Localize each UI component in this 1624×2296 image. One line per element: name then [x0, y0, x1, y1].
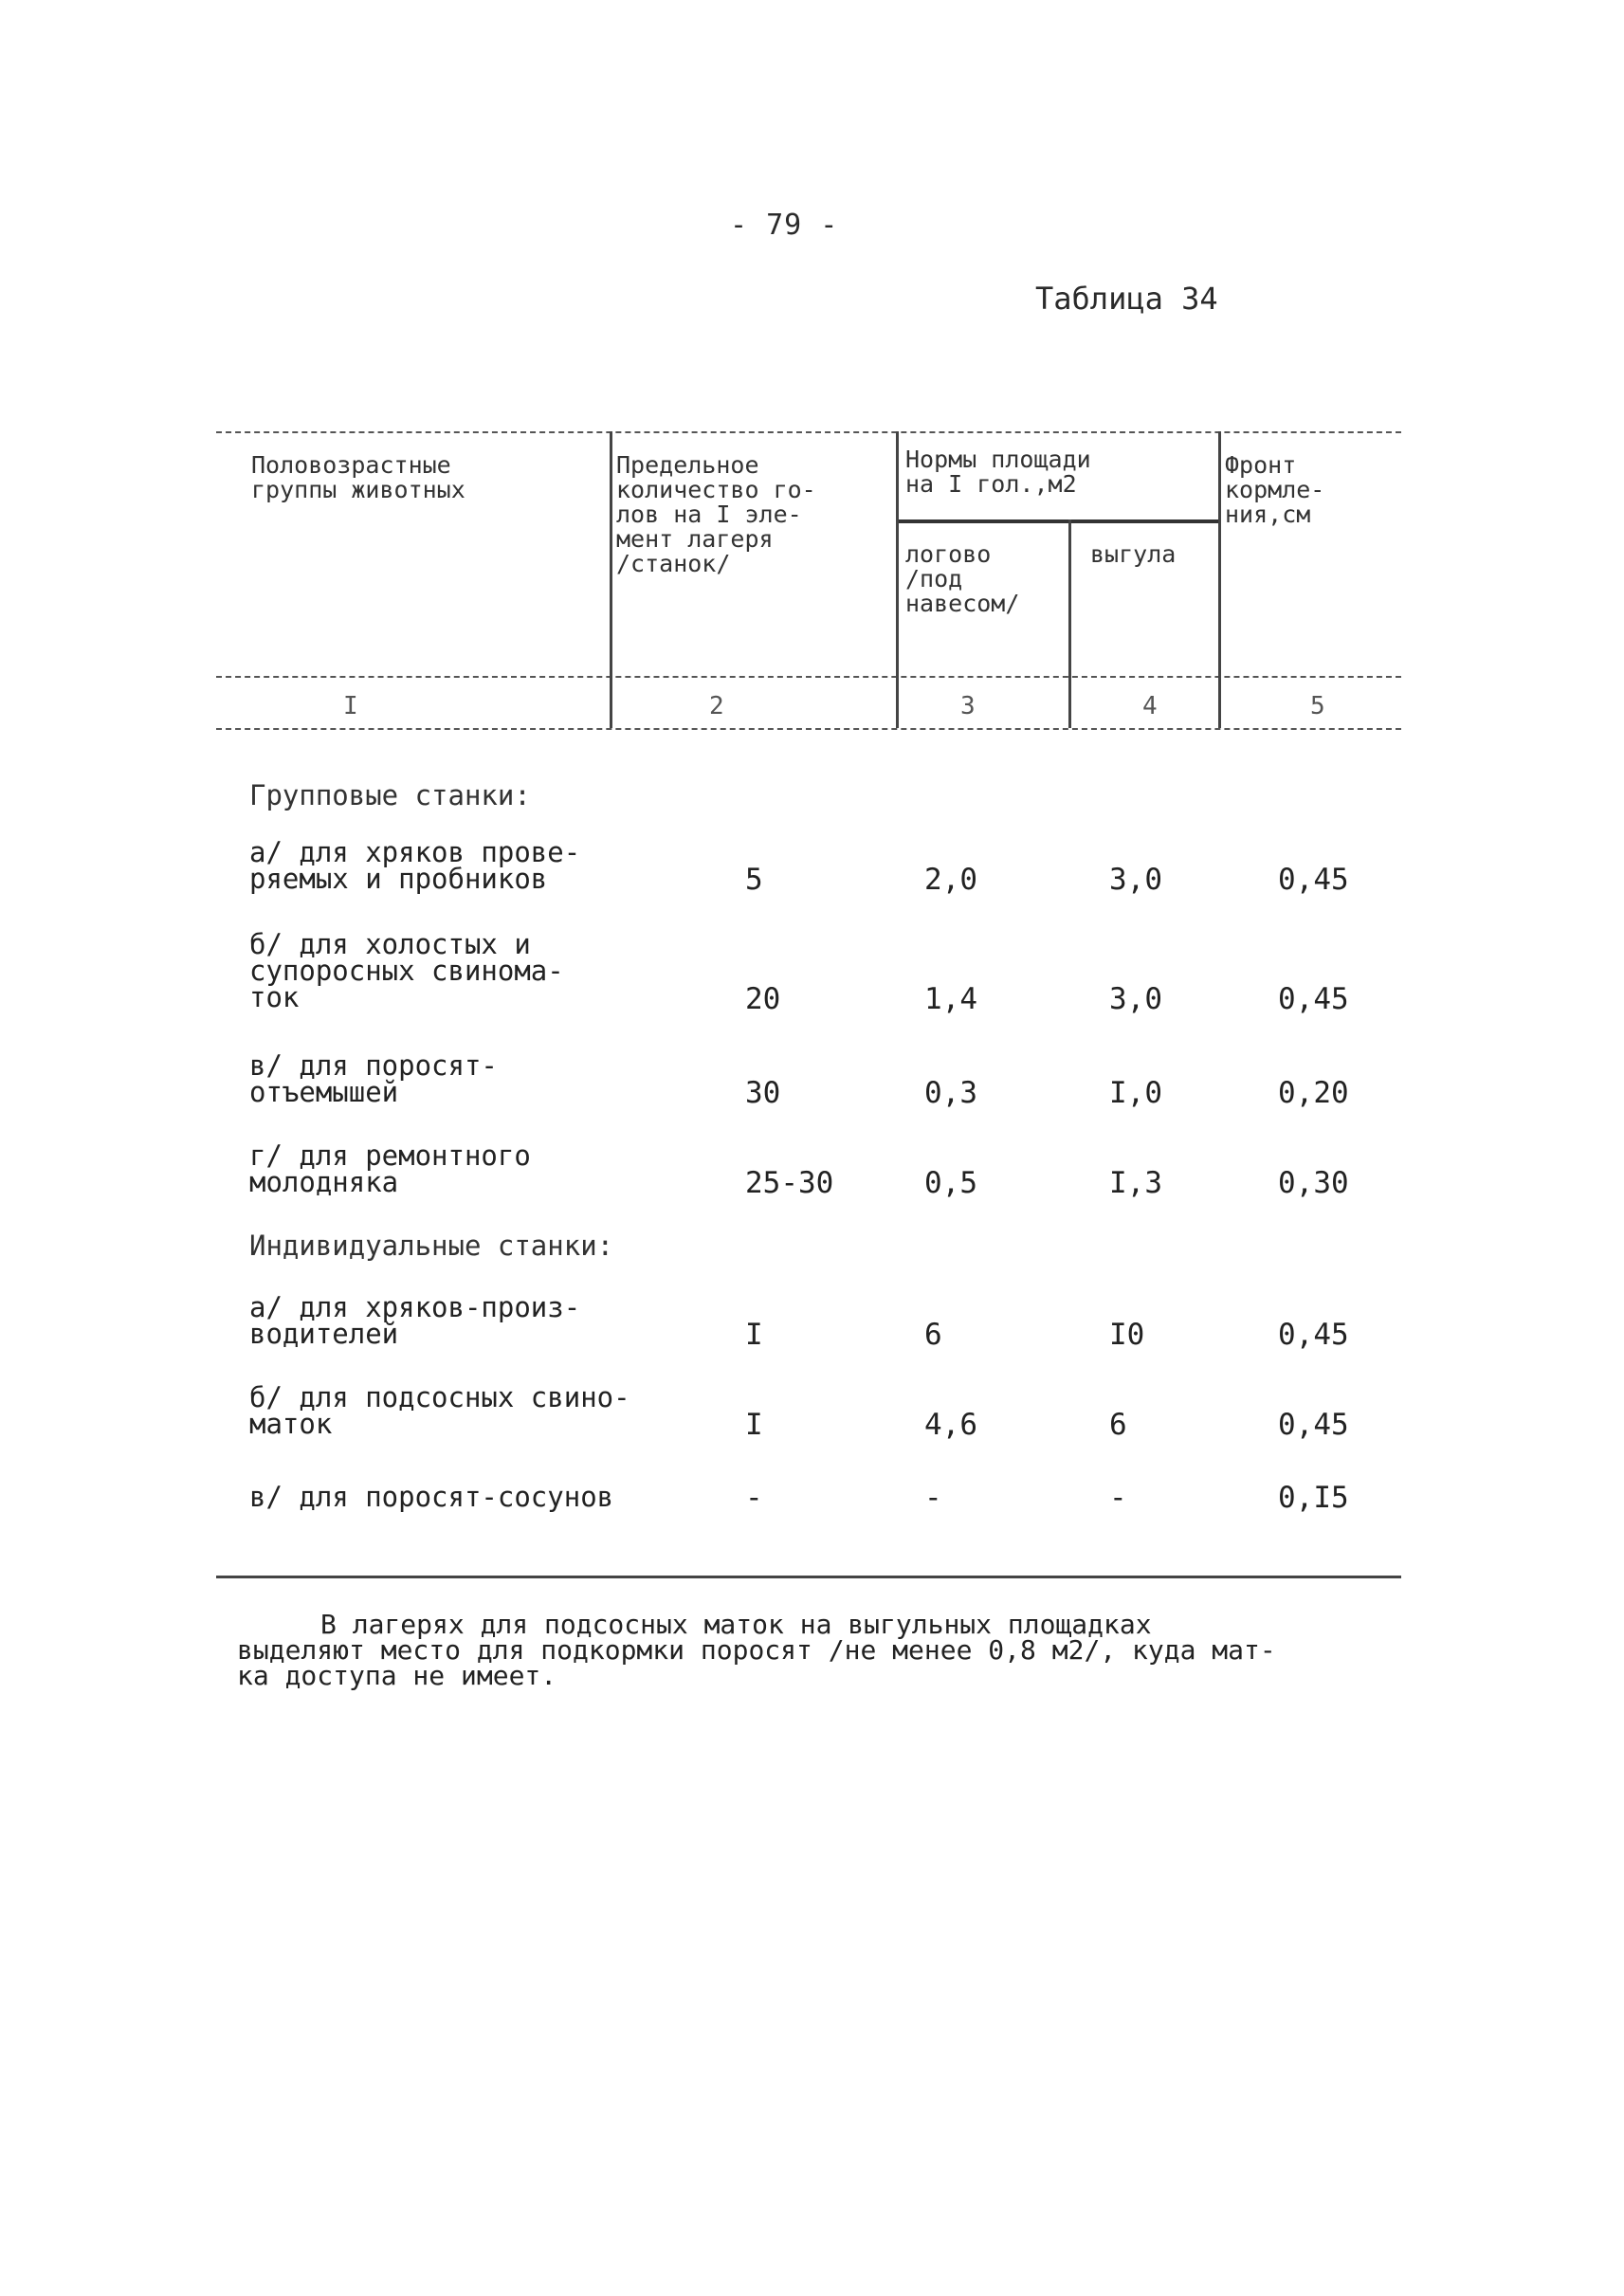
header-animal-groups	[251, 453, 465, 502]
table-bottom-rule	[216, 1576, 1401, 1578]
cell-heads: I	[745, 1408, 763, 1442]
cell-shelter: 2,0	[924, 863, 977, 897]
section-title-individual-pens: Индивидуальные станки:	[249, 1230, 614, 1262]
text-line: мент лагеря	[616, 525, 774, 553]
footnote-line: выделяют место для подкормки поросят /не менее 0,8 м2/, куда мат-	[237, 1634, 1276, 1666]
page-number: - 79 -	[730, 209, 839, 242]
cell-shelter: 6	[924, 1318, 942, 1352]
cell-heads: 30	[745, 1076, 781, 1110]
cell-heads: I	[745, 1318, 763, 1352]
table-row-label	[249, 1381, 630, 1440]
table-row-label	[249, 836, 581, 895]
cell-heads: 20	[745, 982, 781, 1016]
text-line: кормле-	[1225, 476, 1325, 503]
cell-yard: I,3	[1109, 1166, 1162, 1200]
text-line: в/ для поросят-сосунов	[249, 1481, 614, 1513]
text-line: ток	[249, 981, 300, 1013]
table-caption: Таблица 34	[1035, 281, 1218, 317]
cell-yard: I0	[1109, 1318, 1145, 1352]
text-line: лов на I эле-	[616, 501, 802, 528]
table-row-label	[249, 1481, 614, 1513]
table-footnote	[237, 1609, 1413, 1691]
footnote-line: В лагерях для подсосных маток на выгульных площадках	[320, 1609, 1152, 1640]
cell-yard: 6	[1109, 1408, 1127, 1442]
cell-yard: -	[1109, 1481, 1127, 1515]
text-line: выгула	[1090, 540, 1177, 568]
cell-shelter: 4,6	[924, 1408, 977, 1442]
cell-yard: I,0	[1109, 1076, 1162, 1110]
cell-heads: -	[745, 1481, 763, 1515]
text-line: супоросных свинома-	[249, 955, 564, 987]
norms-subheader-rule	[896, 519, 1218, 523]
cell-front: 0,30	[1278, 1166, 1349, 1200]
text-line: маток	[249, 1408, 333, 1440]
cell-shelter: 1,4	[924, 982, 977, 1016]
text-line: ряемых и пробников	[249, 863, 548, 895]
table-row-label	[249, 1049, 498, 1108]
cell-front: 0,45	[1278, 1408, 1349, 1442]
text-line: Фронт	[1225, 451, 1297, 479]
text-line: /станок/	[616, 550, 731, 577]
footnote-line: ка доступа не имеет.	[237, 1660, 557, 1691]
section-title-group-pens: Групповые станки:	[249, 779, 531, 811]
text-line: навесом/	[905, 590, 1020, 617]
column-number-2: 2	[709, 692, 724, 720]
header-shelter	[905, 542, 1019, 616]
cell-front: 0,45	[1278, 1318, 1349, 1352]
cell-heads: 5	[745, 863, 763, 897]
text-line: б/ для подсосных свино-	[249, 1381, 630, 1413]
cell-yard: 3,0	[1109, 982, 1162, 1016]
cell-shelter: 0,5	[924, 1166, 977, 1200]
column-number-1: I	[343, 692, 358, 720]
cell-front: 0,45	[1278, 863, 1349, 897]
table-row-label	[249, 928, 564, 1013]
column-number-4: 4	[1142, 692, 1158, 720]
cell-front: 0,45	[1278, 982, 1349, 1016]
text-line: ния,см	[1225, 501, 1311, 528]
column-number-3: 3	[960, 692, 976, 720]
header-bottom-rule	[216, 676, 1401, 678]
text-line: водителей	[249, 1318, 399, 1350]
table-top-rule	[216, 431, 1401, 433]
text-line: Половозрастные	[251, 451, 451, 479]
header-feeding-front	[1225, 453, 1324, 527]
cell-front: 0,I5	[1278, 1481, 1349, 1515]
text-line: количество го-	[616, 476, 816, 503]
text-line: Предельное	[616, 451, 759, 479]
column-number-5: 5	[1310, 692, 1325, 720]
text-line: г/ для ремонтного	[249, 1139, 531, 1172]
cell-yard: 3,0	[1109, 863, 1162, 897]
cell-shelter: 0,3	[924, 1076, 977, 1110]
text-line: молодняка	[249, 1166, 399, 1198]
text-line: отъемышей	[249, 1076, 399, 1108]
cell-heads: 25-30	[745, 1166, 834, 1200]
column-divider-1	[610, 431, 612, 728]
header-yard	[1090, 542, 1176, 567]
text-line: в/ для поросят-	[249, 1049, 498, 1082]
header-area-norms	[905, 447, 1091, 497]
column-divider-3	[1068, 519, 1071, 728]
text-line: /под	[905, 565, 963, 592]
cell-front: 0,20	[1278, 1076, 1349, 1110]
text-line: б/ для холостых и	[249, 928, 531, 960]
column-number-rule	[216, 728, 1401, 730]
text-line: а/ для хряков-произ-	[249, 1291, 581, 1323]
text-line: логово	[905, 540, 992, 568]
column-divider-4	[1218, 431, 1221, 728]
text-line: Нормы площади	[905, 446, 1091, 473]
text-line: а/ для хряков прове-	[249, 836, 581, 868]
text-line: группы животных	[251, 476, 465, 503]
header-max-heads	[616, 453, 816, 576]
text-line: на I гол.,м2	[905, 470, 1077, 498]
column-divider-2	[896, 431, 899, 728]
table-row-label	[249, 1139, 531, 1198]
cell-shelter: -	[924, 1481, 942, 1515]
table-row-label	[249, 1291, 581, 1350]
